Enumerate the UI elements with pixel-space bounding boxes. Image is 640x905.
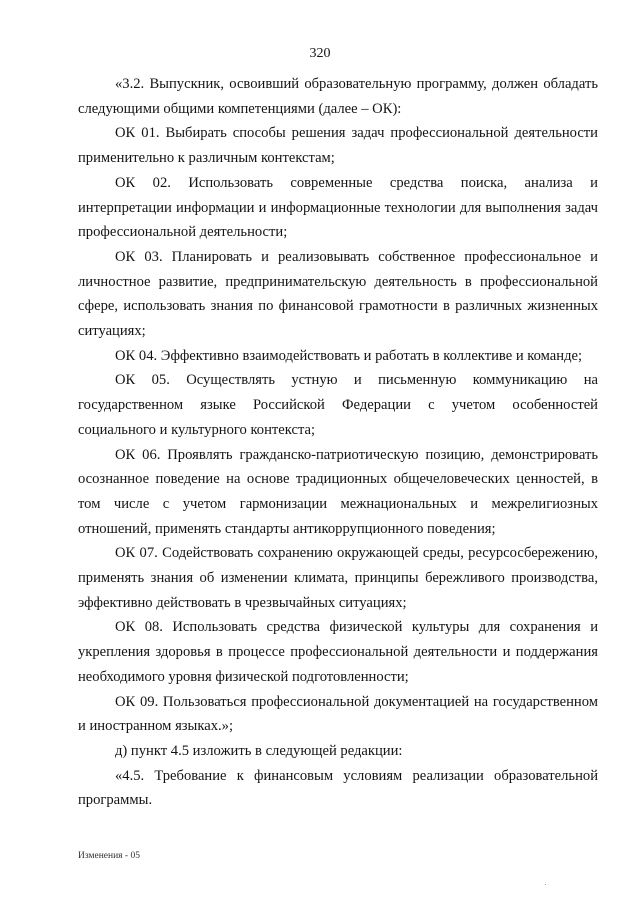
paragraph-ok-02: ОК 02. Использовать современные средства поиска, анализа и интерпретации информации и информационные технологии для выполнения задач профессиональной деятельности; bbox=[78, 174, 598, 241]
page-number: 320 bbox=[309, 46, 331, 61]
paragraph-intro: «3.2. Выпускник, освоивший образовательную программу, должен обладать следующими общими компетенциями (далее – ОК): bbox=[78, 76, 598, 117]
scan-speck bbox=[545, 884, 546, 885]
paragraph-ok-09: ОК 09. Пользоваться профессиональной документацией на государственном и иностранном языках.»; bbox=[78, 693, 598, 735]
paragraph-ok-08: ОК 08. Использовать средства физической культуры для сохранения и укрепления здоровья в процессе профессиональной деятельности и поддержания необходимого уровня физической подготовленности; bbox=[78, 619, 598, 685]
paragraph-4-5: «4.5. Требование к финансовым условиям реализации образовательной программы. bbox=[78, 767, 598, 809]
paragraph-ok-01: ОК 01. Выбирать способы решения задач профессиональной деятельности применительно к различным контекстам; bbox=[78, 125, 598, 167]
paragraph-item-d: д) пункт 4.5 изложить в следующей редакции: bbox=[115, 742, 403, 759]
footer-note: Изменения - 05 bbox=[78, 851, 140, 861]
paragraph-ok-05: ОК 05. Осуществлять устную и письменную коммуникацию на государственном языке Российской Федерации с учетом особенностей социального и культурного контекста; bbox=[78, 372, 598, 438]
document-body bbox=[78, 72, 598, 813]
paragraph-ok-04: ОК 04. Эффективно взаимодействовать и работать в коллективе и команде; bbox=[115, 347, 583, 364]
paragraph-ok-03: ОК 03. Планировать и реализовывать собственное профессиональное и личностное развитие, предпринимательскую деятельность в профессиональной сфере, использовать знания по финансовой грамотности в различных жизненных ситуациях; bbox=[78, 248, 598, 340]
paragraph-ok-06: ОК 06. Проявлять гражданско-патриотическую позицию, демонстрировать осознанное поведение на основе традиционных общечеловеческих ценностей, в том числе с учетом гармонизации межнациональных и межрелигиозных отношений, применять стандарты антикоррупционного поведения; bbox=[78, 446, 598, 537]
paragraph-ok-07: ОК 07. Содействовать сохранению окружающей среды, ресурсосбережению, применять знания об изменении климата, принципы бережливого производства, эффективно действовать в чрезвычайных ситуациях; bbox=[78, 545, 598, 611]
